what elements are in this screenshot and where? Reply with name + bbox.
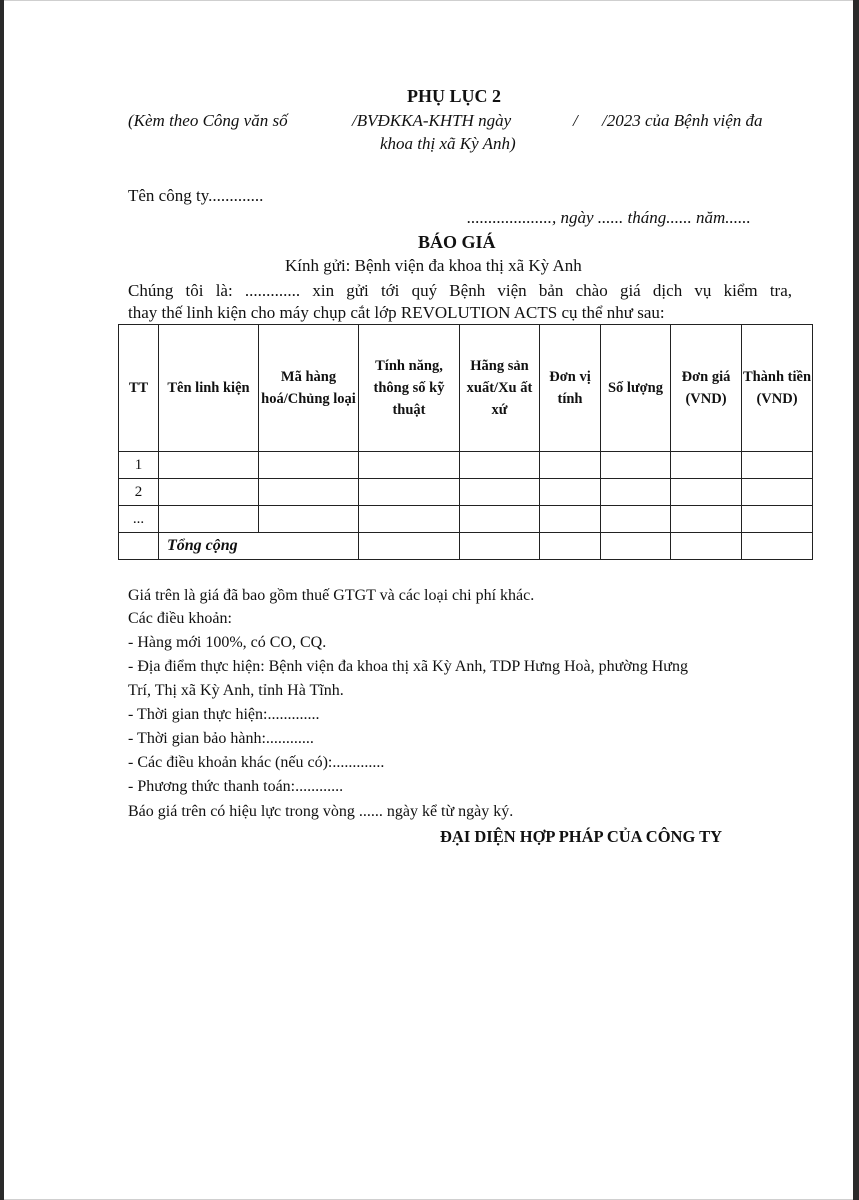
table-cell (259, 452, 359, 479)
table-cell (742, 479, 813, 506)
table-cell (460, 533, 540, 560)
table-cell (671, 479, 742, 506)
subtitle-line-2: khoa thị xã Kỳ Anh) (380, 134, 516, 153)
term-other: - Các điều khoản khác (nếu có):............. (128, 754, 385, 771)
quote-title: BÁO GIÁ (418, 232, 496, 252)
validity-note: Báo giá trên có hiệu lực trong vòng ...... ngày kể từ ngày ký. (128, 803, 514, 820)
row-number: ... (119, 506, 159, 533)
page-edge-right (853, 0, 859, 1200)
table-cell (540, 479, 601, 506)
table-cell (159, 506, 259, 533)
intro-line-1: Chúng tôi là: ............. xin gửi tới quý Bệnh viện bản chào giá dịch vụ kiểm tra, (128, 281, 792, 300)
header-tt: TT (119, 325, 159, 452)
table-cell (460, 452, 540, 479)
table-cell (742, 533, 813, 560)
header-specifications: Tính năng, thông số kỹ thuật (359, 325, 460, 452)
table-cell (359, 533, 460, 560)
table-cell (601, 452, 671, 479)
total-label: Tổng cộng (159, 533, 359, 560)
table-cell (671, 533, 742, 560)
term-location-line-1: - Địa điểm thực hiện: Bệnh viện đa khoa thị xã Kỳ Anh, TDP Hưng Hoà, phường Hưng (128, 658, 688, 675)
table-cell (540, 533, 601, 560)
table-cell (601, 506, 671, 533)
table-cell (159, 452, 259, 479)
table-header-row (119, 325, 813, 452)
date-line: ...................., ngày ...... tháng...... năm...... (467, 208, 751, 227)
table-cell (460, 506, 540, 533)
table-cell (540, 452, 601, 479)
row-number: 1 (119, 452, 159, 479)
header-part-name: Tên linh kiện (159, 325, 259, 452)
table-cell (359, 506, 460, 533)
term-location-line-2: Trí, Thị xã Kỳ Anh, tỉnh Hà Tĩnh. (128, 682, 344, 699)
header-total-price: Thành tiền (VND) (742, 325, 813, 452)
price-note: Giá trên là giá đã bao gồm thuế GTGT và các loại chi phí khác. (128, 587, 535, 604)
header-quantity: Số lượng (601, 325, 671, 452)
signature-label: ĐẠI DIỆN HỢP PHÁP CỦA CÔNG TY (440, 827, 723, 846)
table-cell (460, 479, 540, 506)
subtitle-part-3: / (573, 111, 578, 130)
table-cell (601, 533, 671, 560)
header-unit: Đơn vị tính (540, 325, 601, 452)
header-manufacturer-origin: Hãng sản xuất/Xu ất xứ (460, 325, 540, 452)
price-table (118, 324, 813, 560)
terms-heading: Các điều khoản: (128, 610, 232, 627)
table-cell (742, 506, 813, 533)
table-cell (119, 533, 159, 560)
term-execution-time: - Thời gian thực hiện:............. (128, 706, 320, 723)
table-cell (540, 506, 601, 533)
header-product-code: Mã hàng hoá/Chủng loại (259, 325, 359, 452)
table-row (119, 506, 813, 533)
intro-line-2: thay thế linh kiện cho máy chụp cắt lớp REVOLUTION ACTS cụ thể như sau: (128, 303, 665, 322)
row-number: 2 (119, 479, 159, 506)
table-cell (159, 479, 259, 506)
table-cell (259, 479, 359, 506)
table-cell (671, 452, 742, 479)
table-cell (671, 506, 742, 533)
table-cell (359, 452, 460, 479)
recipient-line: Kính gửi: Bệnh viện đa khoa thị xã Kỳ Anh (285, 256, 582, 275)
subtitle-part-1: (Kèm theo Công văn số (128, 111, 288, 130)
company-name-label: Tên công ty............. (128, 186, 264, 205)
appendix-title: PHỤ LỤC 2 (407, 86, 501, 106)
table-cell (742, 452, 813, 479)
table-cell (359, 479, 460, 506)
page-edge-left (0, 0, 4, 1200)
term-new-goods: - Hàng mới 100%, có CO, CQ. (128, 634, 327, 651)
term-payment: - Phương thức thanh toán:............ (128, 778, 344, 795)
table-cell (601, 479, 671, 506)
subtitle-part-4: /2023 của Bệnh viện đa (602, 111, 763, 130)
table-total-row (119, 533, 813, 560)
subtitle-part-2: /BVĐKKA-KHTH ngày (352, 111, 512, 130)
table-cell (259, 506, 359, 533)
table-row (119, 452, 813, 479)
table-row (119, 479, 813, 506)
term-warranty: - Thời gian bảo hành:............ (128, 730, 314, 747)
header-unit-price: Đơn giá (VND) (671, 325, 742, 452)
